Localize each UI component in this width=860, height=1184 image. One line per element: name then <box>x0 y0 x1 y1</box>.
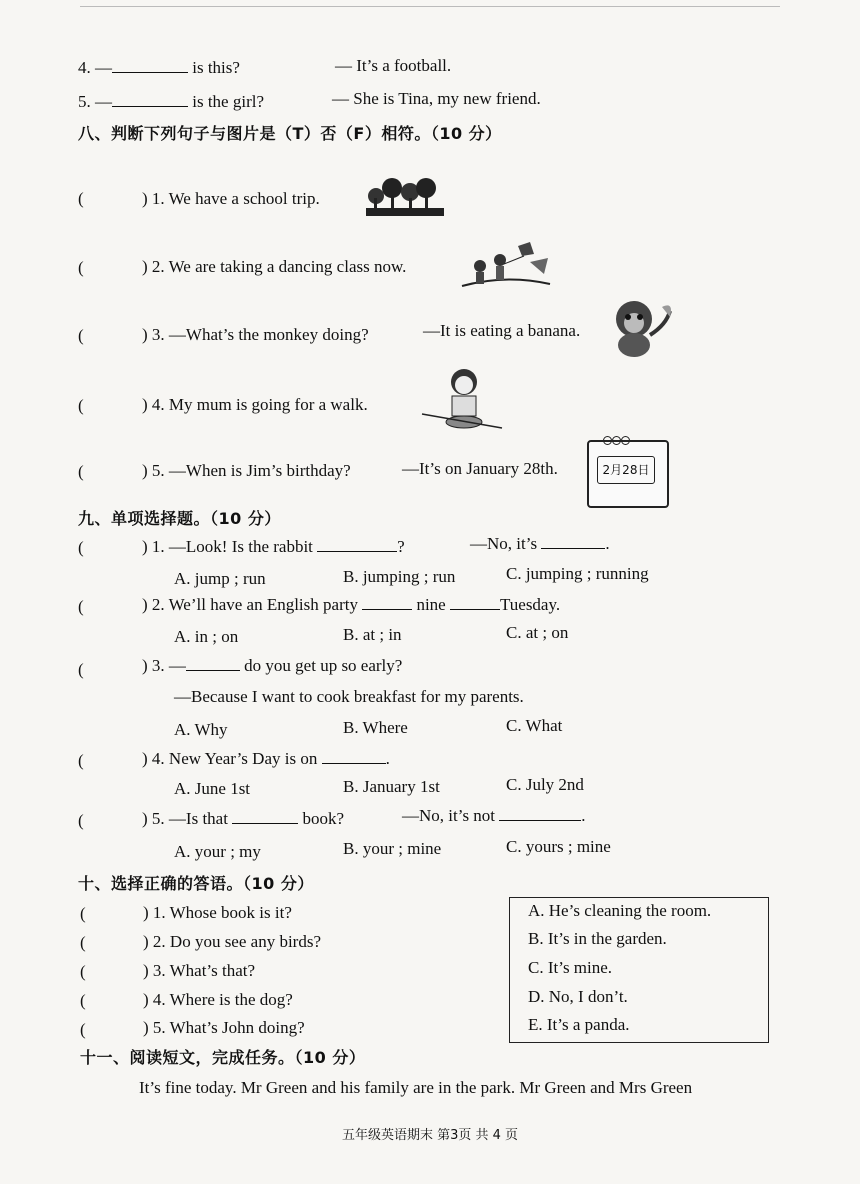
answer-blank[interactable] <box>317 537 397 552</box>
question-text: ) 3. — <box>142 656 186 675</box>
option-c[interactable]: C. at ; on <box>506 623 569 642</box>
question-text: Tuesday. <box>499 595 561 614</box>
question-text: ) 2. We’ll have an English party <box>142 595 358 614</box>
question-text: do you get up so early? <box>244 656 403 675</box>
answer-paren[interactable]: ( <box>78 597 84 616</box>
option-b[interactable]: B. January 1st <box>343 777 440 796</box>
washing-clothes-picture <box>420 366 504 436</box>
page-footer: 五年级英语期末 第3页 共 4 页 <box>341 1128 519 1143</box>
answer-paren[interactable]: ( <box>78 462 84 481</box>
section-10-heading: 十、选择正确的答语。（10 分） <box>78 874 314 893</box>
answer-blank[interactable] <box>450 595 500 610</box>
option-b[interactable]: B. Where <box>343 718 408 737</box>
answer-blank[interactable] <box>499 806 581 821</box>
section-8-heading: 八、判断下列句子与图片是（T）否（F）相符。（10 分） <box>78 124 502 143</box>
kite-flying-picture <box>458 240 554 292</box>
choice-question-2 <box>142 595 560 615</box>
match-question-4: ) 4. Where is the dog? <box>143 990 293 1009</box>
section-9-heading: 九、单项选择题。（10 分） <box>78 509 281 528</box>
reading-passage: It’s fine today. Mr Green and his family are in the park. Mr Green and Mrs Green <box>139 1078 693 1097</box>
answer-paren[interactable]: ( <box>78 811 84 830</box>
answer-blank[interactable] <box>112 58 188 73</box>
option-c[interactable]: C. July 2nd <box>506 775 584 794</box>
question-text: book? <box>302 809 344 828</box>
question-text: —No, it’s <box>470 534 538 553</box>
answer-paren[interactable]: ( <box>80 904 86 923</box>
match-question-5: ) 5. What’s John doing? <box>143 1018 305 1037</box>
section-11-heading: 十一、阅读短文，完成任务。（10 分） <box>80 1048 366 1067</box>
school-trip-picture <box>362 178 448 220</box>
monkey-picture <box>604 295 676 359</box>
option-b[interactable]: B. your ; mine <box>343 839 442 858</box>
answer-paren[interactable]: ( <box>80 991 86 1010</box>
answer-paren[interactable]: ( <box>78 326 84 345</box>
choice-question-1-reply <box>470 534 610 554</box>
match-answer-a[interactable]: A. He’s cleaning the room. <box>528 901 712 920</box>
question-text: . <box>581 806 586 825</box>
fill-in-question: is the girl? <box>192 92 265 111</box>
match-question-2: ) 2. Do you see any birds? <box>143 932 321 951</box>
answer-paren[interactable]: ( <box>78 189 84 208</box>
fill-in-line-5 <box>78 92 264 112</box>
judge-item-5: ) 5. —When is Jim’s birthday? <box>142 461 351 480</box>
judge-item-1: ) 1. We have a school trip. <box>142 189 320 208</box>
answer-paren[interactable]: ( <box>78 258 84 277</box>
judge-item-2: ) 2. We are taking a dancing class now. <box>142 257 407 276</box>
calendar-picture <box>587 440 669 508</box>
answer-blank[interactable] <box>186 656 240 671</box>
option-c[interactable]: C. yours ; mine <box>506 837 611 856</box>
answer-paren[interactable]: ( <box>78 751 84 770</box>
option-c[interactable]: C. What <box>506 716 563 735</box>
choice-question-1 <box>142 537 405 557</box>
answer-paren[interactable]: ( <box>78 538 84 557</box>
fill-in-number: 5. — <box>78 92 112 111</box>
top-rule <box>80 6 780 7</box>
judge-item-3: ) 3. —What’s the monkey doing? <box>142 325 369 344</box>
match-answer-d[interactable]: D. No, I don’t. <box>528 987 628 1006</box>
question-text: —No, it’s not <box>402 806 496 825</box>
option-a[interactable]: A. Why <box>174 720 228 739</box>
fill-in-answer-5: — She is Tina, my new friend. <box>332 89 541 108</box>
match-answer-b[interactable]: B. It’s in the garden. <box>528 929 667 948</box>
answer-blank[interactable] <box>362 595 412 610</box>
question-text: ) 5. —Is that <box>142 809 228 828</box>
option-b[interactable]: B. at ; in <box>343 625 402 644</box>
fill-in-line-4 <box>78 58 240 78</box>
choice-question-5-reply <box>402 806 586 826</box>
answer-options-box <box>509 897 769 1043</box>
answer-blank[interactable] <box>541 534 605 549</box>
answer-paren[interactable]: ( <box>78 396 84 415</box>
match-answer-e[interactable]: E. It’s a panda. <box>528 1015 630 1034</box>
option-a[interactable]: A. jump ; run <box>174 569 266 588</box>
answer-paren[interactable]: ( <box>80 962 86 981</box>
choice-question-4 <box>142 749 390 769</box>
answer-paren[interactable]: ( <box>78 660 84 679</box>
judge-item-4: ) 4. My mum is going for a walk. <box>142 395 368 414</box>
answer-blank[interactable] <box>322 749 386 764</box>
question-text: ) 1. —Look! Is the rabbit <box>142 537 313 556</box>
judge-item-5-answer: —It’s on January 28th. <box>402 459 558 478</box>
question-text: ) 4. New Year’s Day is on <box>142 749 318 768</box>
option-a[interactable]: A. in ; on <box>174 627 239 646</box>
option-a[interactable]: A. June 1st <box>174 779 251 798</box>
answer-blank[interactable] <box>232 809 298 824</box>
answer-paren[interactable]: ( <box>80 1020 86 1039</box>
question-text: ? <box>397 537 405 556</box>
choice-question-5 <box>142 809 344 829</box>
choice-question-3-reply: —Because I want to cook breakfast for my parents. <box>174 687 524 706</box>
option-b[interactable]: B. jumping ; run <box>343 567 456 586</box>
fill-in-question: is this? <box>192 58 240 77</box>
option-a[interactable]: A. your ; my <box>174 842 261 861</box>
judge-item-3-answer: —It is eating a banana. <box>423 321 581 340</box>
fill-in-number: 4. — <box>78 58 112 77</box>
choice-question-3 <box>142 656 402 676</box>
match-question-1: ) 1. Whose book is it? <box>143 903 292 922</box>
match-question-3: ) 3. What’s that? <box>143 961 256 980</box>
fill-in-answer-4: — It’s a football. <box>335 56 452 75</box>
question-text: nine <box>416 595 446 614</box>
answer-blank[interactable] <box>112 92 188 107</box>
calendar-date: 2月28日 <box>597 456 655 484</box>
question-text: . <box>385 749 390 768</box>
question-text: . <box>605 534 610 553</box>
option-c[interactable]: C. jumping ; running <box>506 564 649 583</box>
match-answer-c[interactable]: C. It’s mine. <box>528 958 613 977</box>
calendar-rings <box>603 436 651 444</box>
answer-paren[interactable]: ( <box>80 933 86 952</box>
